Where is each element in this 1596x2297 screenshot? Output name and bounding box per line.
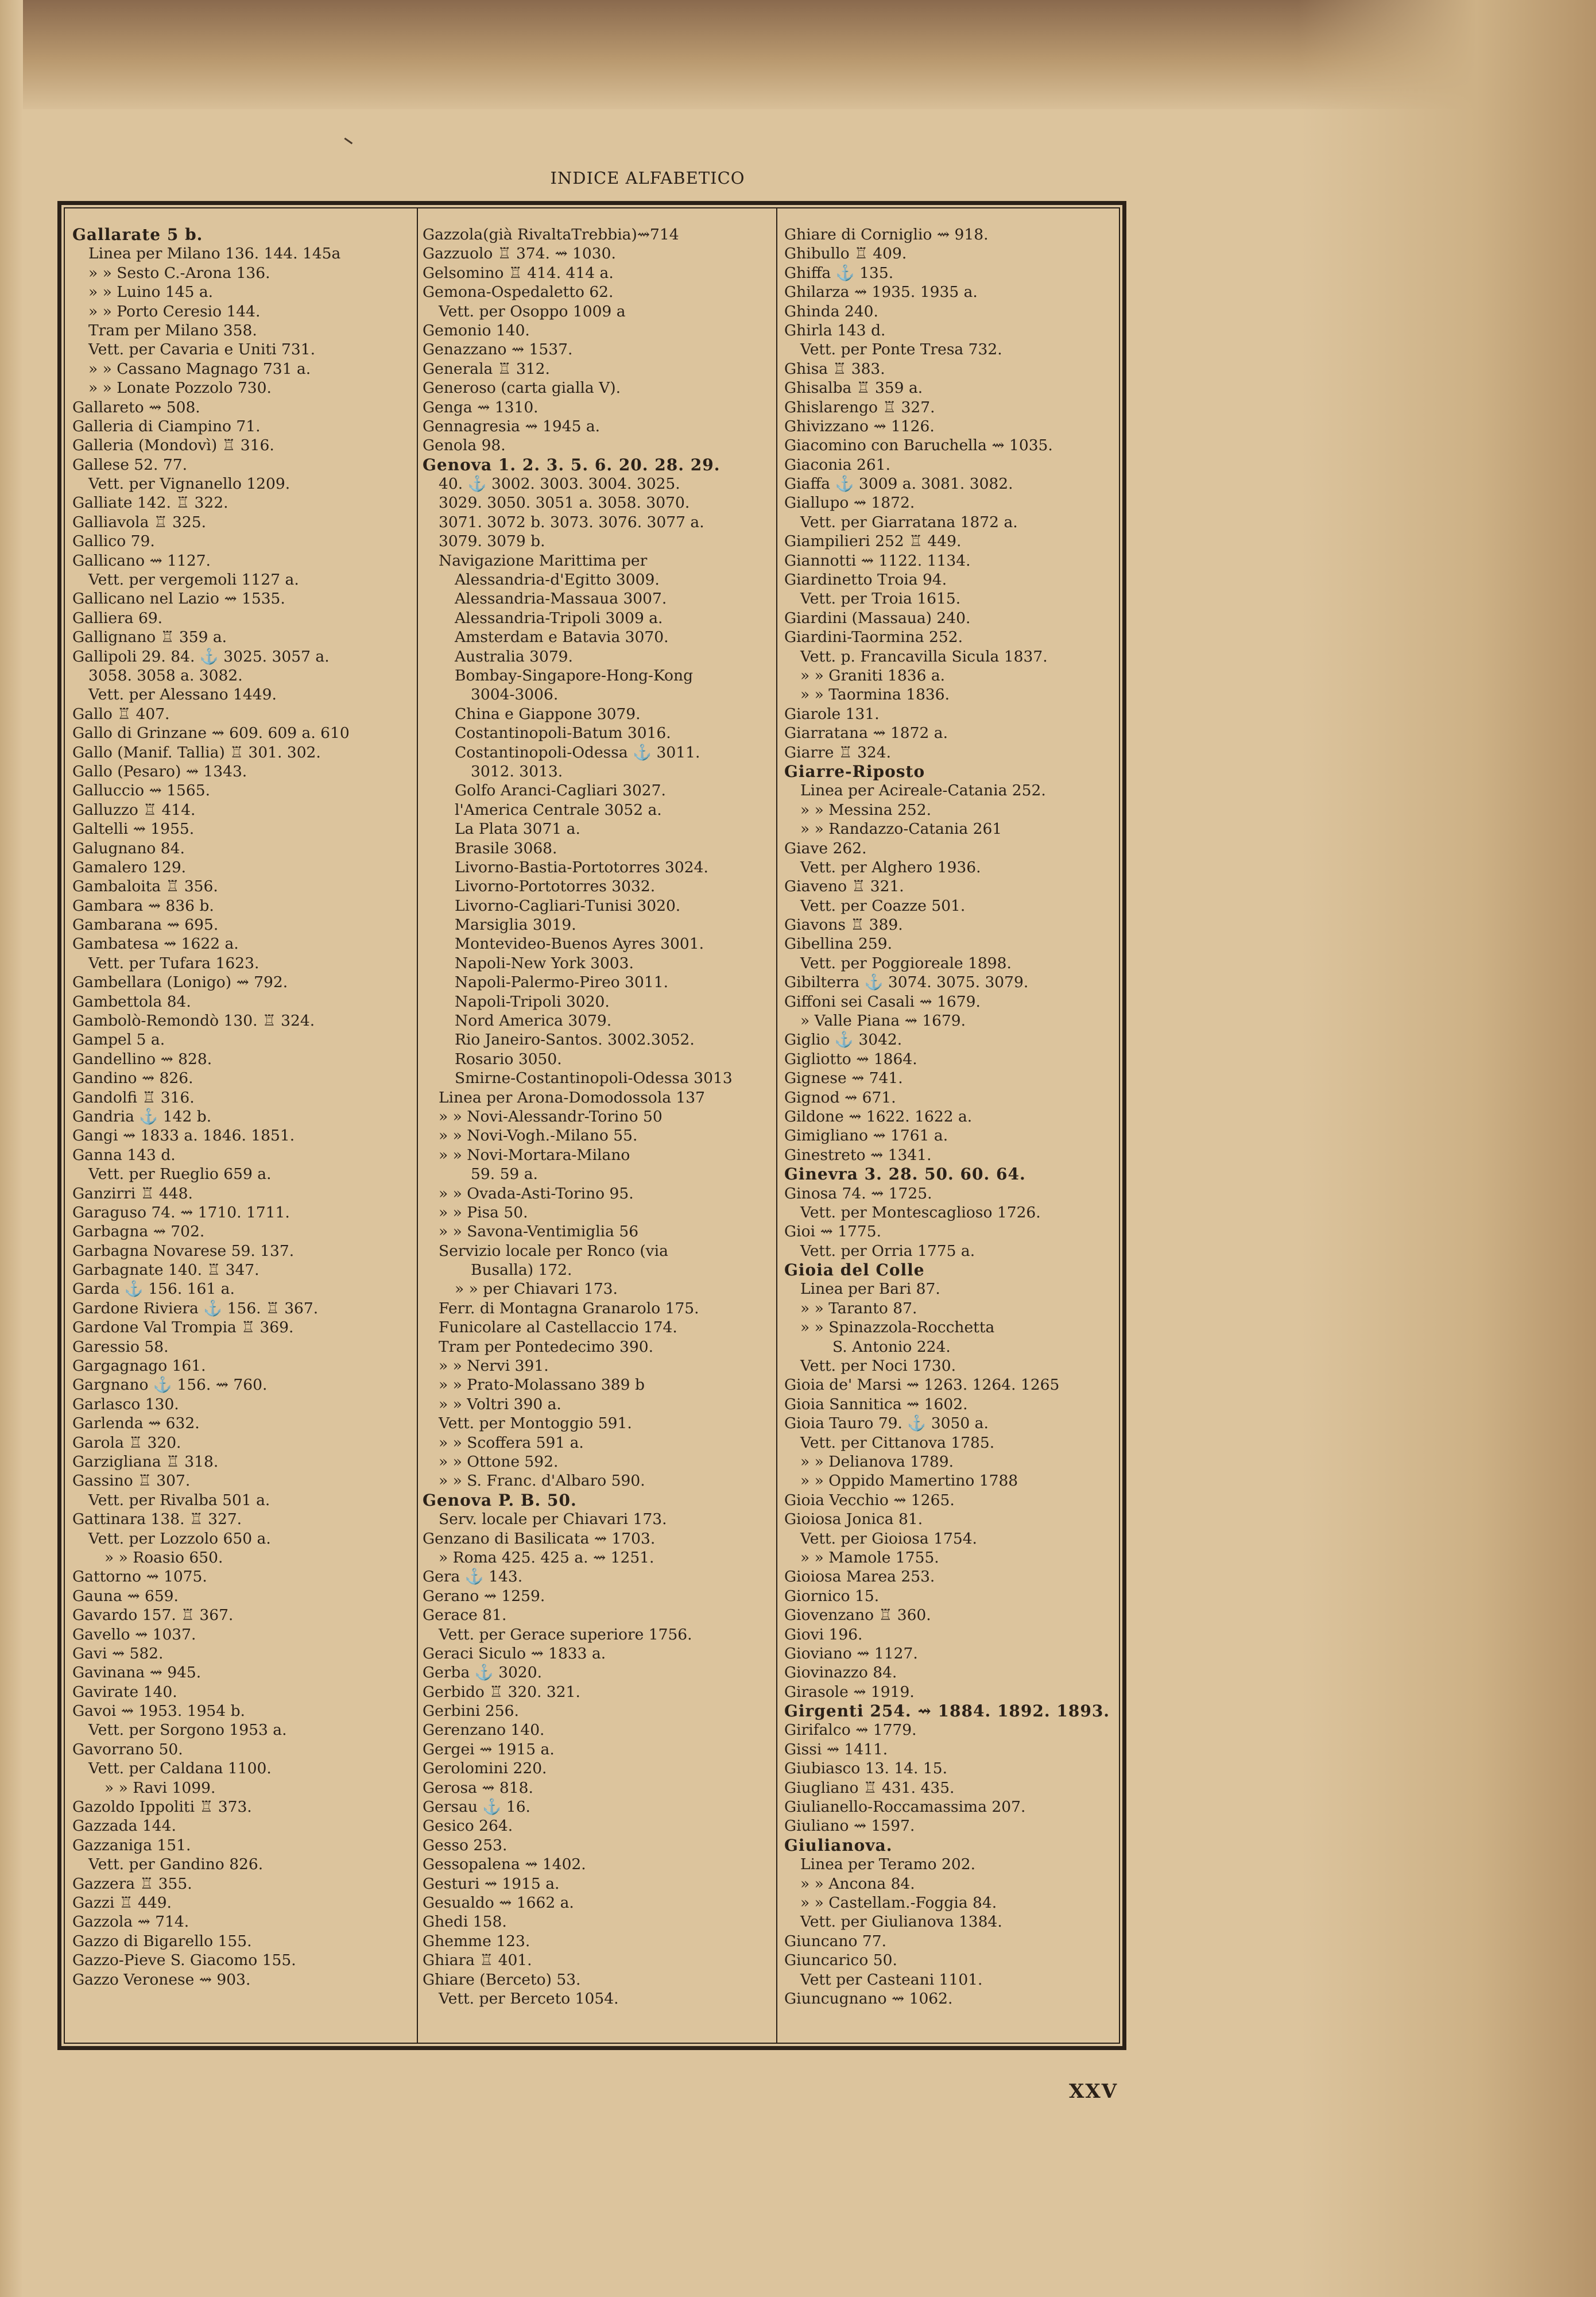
index-entry: 3079. 3079 b. — [439, 532, 545, 551]
index-entry: 40. ⚓ 3002. 3003. 3004. 3025. — [439, 475, 680, 493]
index-entry: Napoli-Tripoli 3020. — [455, 992, 610, 1011]
index-heading-entry: Gioia del Colle — [784, 1260, 925, 1280]
column-divider-1 — [417, 207, 418, 2044]
index-entry: Gallicano nel Lazio ⇝ 1535. — [72, 590, 285, 608]
index-entry: Vett. per Rivalba 501 a. — [88, 1491, 270, 1509]
index-entry: Gargnano ⚓ 156. ⇝ 760. — [72, 1376, 268, 1394]
index-entry: Vett. per Sorgono 1953 a. — [88, 1721, 287, 1739]
index-entry: Gargagnago 161. — [72, 1357, 206, 1375]
index-entry: Gioia de' Marsi ⇝ 1263. 1264. 1265 — [784, 1376, 1060, 1394]
index-entry: 3058. 3058 a. 3082. — [88, 666, 243, 685]
index-entry: Gignod ⇝ 671. — [784, 1088, 896, 1107]
index-entry: 3012. 3013. — [471, 762, 563, 780]
index-entry: Gemona-Ospedaletto 62. — [423, 283, 614, 301]
index-entry: » » Luino 145 a. — [88, 283, 214, 301]
index-entry: Vett. per Montescaglioso 1726. — [800, 1203, 1041, 1221]
index-entry: Gandellino ⇝ 828. — [72, 1050, 212, 1068]
index-entry: Gambarana ⇝ 695. — [72, 916, 219, 934]
index-entry: Giuncarico 50. — [784, 1951, 897, 1970]
index-column-1 — [72, 225, 417, 2040]
index-entry: La Plata 3071 a. — [455, 820, 580, 838]
index-entry: Generoso (carta gialla V). — [423, 379, 621, 397]
index-entry: Ferr. di Montagna Granarolo 175. — [439, 1299, 699, 1317]
index-entry: Giavons ♖ 389. — [784, 916, 903, 934]
index-entry: Gavello ⇝ 1037. — [72, 1625, 196, 1644]
index-entry: Giovinazzo 84. — [784, 1664, 897, 1682]
index-entry: Nord America 3079. — [455, 1012, 612, 1030]
index-entry: Vett. per Orria 1775 a. — [800, 1242, 975, 1260]
index-entry: » » Nervi 391. — [439, 1357, 549, 1375]
index-entry: Gerbido ♖ 320. 321. — [423, 1683, 580, 1701]
index-entry: Gazzi ♖ 449. — [72, 1893, 172, 1912]
index-entry: Galluzzo ♖ 414. — [72, 801, 196, 819]
index-entry: Ghinda 240. — [784, 302, 878, 320]
index-entry: Garbagna Novarese 59. 137. — [72, 1242, 295, 1260]
index-entry: Gessopalena ⇝ 1402. — [423, 1855, 586, 1874]
index-entry: » » Pisa 50. — [439, 1203, 528, 1221]
index-entry: Gioiosa Jonica 81. — [784, 1510, 923, 1529]
index-entry: Giannotti ⇝ 1122. 1134. — [784, 551, 971, 570]
index-entry: Costantinopoli-Odessa ⚓ 3011. — [455, 743, 700, 761]
index-entry: Galleria di Ciampino 71. — [72, 417, 261, 435]
index-entry: Ghislarengo ♖ 327. — [784, 398, 935, 416]
index-entry: » » Ravi 1099. — [104, 1778, 216, 1797]
index-entry: Giarratana ⇝ 1872 a. — [784, 724, 948, 743]
index-entry: Linea per Milano 136. 144. 145a — [88, 245, 341, 263]
index-entry: Gazzo di Bigarello 155. — [72, 1932, 252, 1950]
index-entry: Giovi 196. — [784, 1625, 863, 1644]
index-entry: Giarole 131. — [784, 705, 880, 723]
index-entry: » » Graniti 1836 a. — [800, 666, 946, 685]
book-spine-shadow — [0, 0, 23, 2297]
index-entry: Garaguso 74. ⇝ 1710. 1711. — [72, 1203, 290, 1221]
index-entry: Giave 262. — [784, 839, 867, 857]
index-entry: » » per Chiavari 173. — [455, 1280, 618, 1298]
index-entry: Gioi ⇝ 1775. — [784, 1223, 881, 1241]
index-entry: Garessio 58. — [72, 1337, 169, 1356]
index-entry: Garlasco 130. — [72, 1395, 179, 1413]
index-entry: Marsiglia 3019. — [455, 916, 576, 934]
index-entry: Gibilterra ⚓ 3074. 3075. 3079. — [784, 973, 1029, 992]
index-entry: Gazzaniga 151. — [72, 1836, 191, 1854]
index-entry: Linea per Teramo 202. — [800, 1855, 976, 1874]
index-entry: China e Giappone 3079. — [455, 705, 641, 723]
index-entry: Giulianello-Roccamassima 207. — [784, 1798, 1026, 1816]
index-entry: Gangi ⇝ 1833 a. 1846. 1851. — [72, 1127, 295, 1145]
index-entry: Gioia Tauro 79. ⚓ 3050 a. — [784, 1414, 989, 1433]
index-entry: Vett. per Coazze 501. — [800, 896, 966, 915]
index-entry: Gazzera ♖ 355. — [72, 1874, 192, 1893]
index-entry: Gelsomino ♖ 414. 414 a. — [423, 264, 614, 282]
index-entry: Vett. per Rueglio 659 a. — [88, 1165, 272, 1184]
index-entry: Giubiasco 13. 14. 15. — [784, 1760, 948, 1778]
index-entry: Giornico 15. — [784, 1587, 880, 1605]
index-entry: Ghiffa ⚓ 135. — [784, 264, 894, 282]
index-entry: Gersau ⚓ 16. — [423, 1798, 530, 1816]
index-entry: Gattinara 138. ♖ 327. — [72, 1510, 242, 1529]
index-entry: » » Novi-Mortara-Milano — [439, 1146, 630, 1164]
index-entry: Genola 98. — [423, 436, 506, 455]
index-entry: Gibellina 259. — [784, 935, 893, 953]
index-entry: Linea per Acireale-Catania 252. — [800, 782, 1046, 800]
index-entry: Gesso 253. — [423, 1836, 508, 1854]
index-entry: Bombay-Singapore-Hong-Kong — [455, 666, 694, 685]
index-entry: Giardinetto Troia 94. — [784, 571, 947, 589]
index-entry: » » Spinazzola-Rocchetta — [800, 1318, 995, 1337]
index-column-2 — [423, 225, 767, 2040]
index-entry: Gioviano ⇝ 1127. — [784, 1644, 918, 1662]
index-entry: Ginestreto ⇝ 1341. — [784, 1146, 932, 1164]
index-entry: Busalla) 172. — [471, 1261, 572, 1279]
index-entry: Gandria ⚓ 142 b. — [72, 1107, 212, 1126]
index-entry: » Valle Piana ⇝ 1679. — [800, 1012, 966, 1030]
index-entry: Vett. per Osoppo 1009 a — [439, 302, 626, 320]
index-heading-entry: Girgenti 254. ⇝ 1884. 1892. 1893. — [784, 1702, 1110, 1721]
index-entry: Funicolare al Castellaccio 174. — [439, 1318, 677, 1337]
index-entry: Giardini (Massaua) 240. — [784, 609, 971, 627]
index-entry: Gallo di Grinzane ⇝ 609. 609 a. 610 — [72, 724, 350, 743]
page-header-title: INDICE ALFABETICO — [550, 168, 745, 188]
index-entry: Ghirla 143 d. — [784, 321, 886, 339]
index-entry: Gassino ♖ 307. — [72, 1472, 191, 1490]
index-entry: l'America Centrale 3052 a. — [455, 801, 662, 819]
index-entry: Gallareto ⇝ 508. — [72, 398, 200, 416]
index-entry: Gerbini 256. — [423, 1702, 519, 1720]
index-entry: Vett. per Vignanello 1209. — [88, 475, 290, 493]
index-entry: Vett. per Poggioreale 1898. — [800, 954, 1012, 972]
index-entry: Genazzano ⇝ 1537. — [423, 341, 573, 359]
index-entry: » » Oppido Mamertino 1788 — [800, 1472, 1018, 1490]
index-entry: Gazzada 144. — [72, 1817, 176, 1835]
index-entry: Rio Janeiro-Santos. 3002.3052. — [455, 1031, 695, 1049]
index-entry: Girifalco ⇝ 1779. — [784, 1721, 917, 1739]
index-entry: Ghedi 158. — [423, 1913, 507, 1931]
index-entry: Garzigliana ♖ 318. — [72, 1453, 219, 1471]
index-column-3 — [784, 225, 1123, 2040]
index-entry: Galugnano 84. — [72, 839, 185, 857]
index-entry: Vett. per Berceto 1054. — [439, 1989, 619, 2008]
index-entry: Gandolfi ♖ 316. — [72, 1088, 195, 1107]
index-entry: Gampel 5 a. — [72, 1031, 165, 1049]
index-entry: Gambettola 84. — [72, 992, 191, 1011]
index-entry: Gambatesa ⇝ 1622 a. — [72, 935, 239, 953]
index-entry: Gesturi ⇝ 1915 a. — [423, 1874, 560, 1893]
index-entry: Vett. per Noci 1730. — [800, 1357, 956, 1375]
index-entry: Gemonio 140. — [423, 321, 530, 339]
index-entry: Vett. per Alessano 1449. — [88, 686, 277, 704]
index-entry: » » Messina 252. — [800, 801, 932, 819]
index-entry: 59. 59 a. — [471, 1165, 538, 1184]
index-entry: Gerba ⚓ 3020. — [423, 1664, 542, 1682]
index-entry: » » Roasio 650. — [104, 1548, 223, 1567]
index-entry: Gamalero 129. — [72, 858, 187, 876]
index-entry: » » Mamole 1755. — [800, 1548, 939, 1567]
index-entry: Gignese ⇝ 741. — [784, 1069, 903, 1088]
index-entry: Ghiare di Corniglio ⇝ 918. — [784, 226, 989, 243]
index-entry: 3004-3006. — [471, 686, 559, 704]
index-entry: Vett. per vergemoli 1127 a. — [88, 571, 299, 589]
index-entry: Galliate 142. ♖ 322. — [72, 494, 228, 512]
index-entry: Rosario 3050. — [455, 1050, 562, 1068]
index-entry: Tram per Milano 358. — [88, 321, 257, 339]
index-entry: Giovenzano ♖ 360. — [784, 1606, 931, 1625]
index-entry: Geraci Siculo ⇝ 1833 a. — [423, 1644, 606, 1662]
index-entry: » » Castellam.-Foggia 84. — [800, 1893, 997, 1912]
index-entry: Vett. per Cittanova 1785. — [800, 1433, 995, 1452]
index-entry: Smirne-Costantinopoli-Odessa 3013 — [455, 1069, 733, 1088]
index-entry: 3071. 3072 b. 3073. 3076. 3077 a. — [439, 513, 704, 531]
index-entry: Gesico 264. — [423, 1817, 513, 1835]
index-entry: Vett. per Troia 1615. — [800, 590, 961, 608]
index-entry: Ginosa 74. ⇝ 1725. — [784, 1184, 932, 1202]
ink-mark — [341, 138, 353, 149]
index-entry: » » Voltri 390 a. — [439, 1395, 561, 1413]
index-entry: Gimigliano ⇝ 1761 a. — [784, 1127, 948, 1145]
index-entry: » » Scoffera 591 a. — [439, 1433, 584, 1452]
index-entry: Gavoi ⇝ 1953. 1954 b. — [72, 1702, 245, 1720]
index-entry: 3029. 3050. 3051 a. 3058. 3070. — [439, 494, 690, 512]
index-entry: Giacomino con Baruchella ⇝ 1035. — [784, 436, 1053, 455]
index-entry: Giffoni sei Casali ⇝ 1679. — [784, 992, 981, 1011]
index-entry: » » Sesto C.-Arona 136. — [88, 264, 270, 282]
index-entry: Golfo Aranci-Cagliari 3027. — [455, 782, 666, 800]
index-entry: » » Novi-Vogh.-Milano 55. — [439, 1127, 638, 1145]
index-entry: Giuncugnano ⇝ 1062. — [784, 1989, 953, 2008]
index-entry: Vett. per Caldana 1100. — [88, 1760, 272, 1778]
index-entry: Gerosa ⇝ 818. — [423, 1778, 533, 1797]
index-entry: » Roma 425. 425 a. ⇝ 1251. — [439, 1548, 654, 1567]
index-entry: Gallignano ♖ 359 a. — [72, 628, 227, 647]
index-entry: Giglio ⚓ 3042. — [784, 1031, 902, 1049]
index-entry: Garlenda ⇝ 632. — [72, 1414, 200, 1433]
index-entry: S. Antonio 224. — [832, 1337, 951, 1356]
index-entry: » » Porto Ceresio 144. — [88, 302, 261, 320]
index-entry: Linea per Bari 87. — [800, 1280, 940, 1298]
index-entry: Vett. per Giarratana 1872 a. — [800, 513, 1018, 531]
index-entry: Gildone ⇝ 1622. 1622 a. — [784, 1107, 973, 1126]
index-entry: Giardini-Taormina 252. — [784, 628, 963, 647]
index-entry: Gioiosa Marea 253. — [784, 1568, 935, 1586]
index-entry: Gerano ⇝ 1259. — [423, 1587, 545, 1605]
index-entry: Gerolomini 220. — [423, 1760, 547, 1778]
index-entry: Giaconia 261. — [784, 455, 891, 474]
index-entry: Alessandria-Tripoli 3009 a. — [455, 609, 663, 627]
index-entry: Gigliotto ⇝ 1864. — [784, 1050, 917, 1068]
index-entry: Brasile 3068. — [455, 839, 557, 857]
index-entry: Gallo ♖ 407. — [72, 705, 170, 723]
index-entry: Giaveno ♖ 321. — [784, 877, 904, 896]
index-entry: Vett. per Lozzolo 650 a. — [88, 1529, 271, 1548]
index-entry: Ghiare (Berceto) 53. — [423, 1970, 581, 1989]
index-entry: Montevideo-Buenos Ayres 3001. — [455, 935, 704, 953]
index-entry: Ghemme 123. — [423, 1932, 530, 1950]
index-entry: Amsterdam e Batavia 3070. — [455, 628, 669, 647]
index-heading-entry: Genova 1. 2. 3. 5. 6. 20. 28. 29. — [423, 455, 720, 474]
index-entry: Gallipoli 29. 84. ⚓ 3025. 3057 a. — [72, 647, 330, 666]
index-entry: Gioia Vecchio ⇝ 1265. — [784, 1491, 955, 1509]
index-entry: Vett. per Cavaria e Uniti 731. — [88, 341, 316, 359]
index-entry: Livorno-Bastia-Portotorres 3024. — [455, 858, 708, 876]
index-entry: Gazzuolo ♖ 374. ⇝ 1030. — [423, 245, 616, 263]
index-entry: Gazzola(già RivaltaTrebbia)⇝714 — [423, 226, 679, 243]
index-entry: Vett. per Giulianova 1384. — [800, 1913, 1002, 1931]
index-entry: Giugliano ♖ 431. 435. — [784, 1778, 955, 1797]
index-entry: Gambolò-Remondò 130. ♖ 324. — [72, 1012, 315, 1030]
index-entry: Ganzirri ♖ 448. — [72, 1184, 193, 1202]
index-entry: Linea per Arona-Domodossola 137 — [439, 1088, 705, 1107]
index-entry: Gioia Sannitica ⇝ 1602. — [784, 1395, 968, 1413]
index-entry: Gavorrano 50. — [72, 1740, 183, 1758]
index-entry: Gandino ⇝ 826. — [72, 1069, 193, 1088]
index-entry: Gerenzano 140. — [423, 1721, 545, 1739]
index-entry: Vett. per Montoggio 591. — [439, 1414, 632, 1433]
index-entry: Giarre ♖ 324. — [784, 743, 892, 761]
index-entry: » » Ottone 592. — [439, 1453, 559, 1471]
index-entry: Gera ⚓ 143. — [423, 1568, 523, 1586]
index-entry: Ghiara ♖ 401. — [423, 1951, 532, 1970]
index-entry: Vett. per Gandino 826. — [88, 1855, 264, 1874]
index-entry: Costantinopoli-Batum 3016. — [455, 724, 671, 743]
index-entry: Gambara ⇝ 836 b. — [72, 896, 214, 915]
index-heading-entry: Gallarate 5 b. — [72, 225, 203, 244]
index-entry: Napoli-Palermo-Pireo 3011. — [455, 973, 669, 992]
index-entry: Ghisa ♖ 383. — [784, 359, 885, 378]
index-entry: Gallo (Manif. Tallia) ♖ 301. 302. — [72, 743, 321, 761]
index-entry: Generala ♖ 312. — [423, 359, 550, 378]
index-entry: Alessandria-d'Egitto 3009. — [455, 571, 660, 589]
index-entry: Ghivizzano ⇝ 1126. — [784, 417, 935, 435]
index-entry: Vett per Casteani 1101. — [800, 1970, 983, 1989]
index-entry: » » Prato-Molassano 389 b — [439, 1376, 645, 1394]
index-entry: Ghisalba ♖ 359 a. — [784, 379, 923, 397]
index-entry: Giampilieri 252 ♖ 449. — [784, 532, 962, 551]
index-entry: Giallupo ⇝ 1872. — [784, 494, 915, 512]
index-heading-entry: Giulianova. — [784, 1835, 893, 1855]
index-entry: Australia 3079. — [455, 647, 573, 666]
index-heading-entry: Giarre-Riposto — [784, 761, 925, 781]
index-entry: » » Lonate Pozzolo 730. — [88, 379, 272, 397]
index-entry: Gallicano ⇝ 1127. — [72, 551, 211, 570]
index-entry: Gissi ⇝ 1411. — [784, 1740, 888, 1758]
index-entry: Giuliano ⇝ 1597. — [784, 1817, 915, 1835]
index-entry: Gavirate 140. — [72, 1683, 177, 1701]
index-entry: Alessandria-Massaua 3007. — [455, 590, 667, 608]
index-entry: » » Delianova 1789. — [800, 1453, 954, 1471]
index-entry: Garbagna ⇝ 702. — [72, 1223, 205, 1241]
index-entry: Gallese 52. 77. — [72, 455, 188, 474]
index-entry: Gazzo Veronese ⇝ 903. — [72, 1970, 251, 1989]
index-entry: Tram per Pontedecimo 390. — [439, 1337, 654, 1356]
index-entry: Livorno-Portotorres 3032. — [455, 877, 656, 896]
index-entry: » » Taormina 1836. — [800, 686, 950, 704]
index-entry: » » Novi-Alessandr-Torino 50 — [439, 1107, 663, 1126]
index-entry: Gardone Riviera ⚓ 156. ♖ 367. — [72, 1299, 319, 1317]
index-entry: Gazzo-Pieve S. Giacomo 155. — [72, 1951, 296, 1970]
index-entry: Vett. per Tufara 1623. — [88, 954, 259, 972]
index-entry: Galliera 69. — [72, 609, 163, 627]
index-entry: Garda ⚓ 156. 161 a. — [72, 1280, 235, 1298]
index-entry: Galluccio ⇝ 1565. — [72, 782, 211, 800]
index-entry: Gallo (Pesaro) ⇝ 1343. — [72, 762, 247, 780]
index-entry: Garbagnate 140. ♖ 347. — [72, 1261, 259, 1279]
index-entry: » » S. Franc. d'Albaro 590. — [439, 1472, 645, 1490]
index-entry: Gavardo 157. ♖ 367. — [72, 1606, 234, 1625]
index-entry: Girasole ⇝ 1919. — [784, 1683, 915, 1701]
index-entry: Vett. per Alghero 1936. — [800, 858, 981, 876]
index-entry: » » Ancona 84. — [800, 1874, 915, 1893]
index-heading-entry: Ginevra 3. 28. 50. 60. 64. — [784, 1165, 1026, 1184]
index-entry: Gauna ⇝ 659. — [72, 1587, 179, 1605]
index-entry: Gesualdo ⇝ 1662 a. — [423, 1893, 574, 1912]
index-entry: Gambaloita ♖ 356. — [72, 877, 218, 896]
index-entry: » » Randazzo-Catania 261 — [800, 820, 1002, 838]
index-entry: Vett. p. Francavilla Sicula 1837. — [800, 647, 1048, 666]
index-entry: Vett. per Ponte Tresa 732. — [800, 341, 1002, 359]
index-entry: Giaffa ⚓ 3009 a. 3081. 3082. — [784, 475, 1013, 493]
index-entry: Vett. per Gerace superiore 1756. — [439, 1625, 692, 1644]
index-entry: Gennagresia ⇝ 1945 a. — [423, 417, 601, 435]
index-entry: Genga ⇝ 1310. — [423, 398, 539, 416]
index-entry: Gavi ⇝ 582. — [72, 1644, 164, 1662]
index-entry: Gattorno ⇝ 1075. — [72, 1568, 207, 1586]
index-entry: Servizio locale per Ronco (via — [439, 1242, 668, 1260]
index-entry: Galtelli ⇝ 1955. — [72, 820, 195, 838]
index-entry: Gavinana ⇝ 945. — [72, 1664, 202, 1682]
index-entry: Vett. per Gioiosa 1754. — [800, 1529, 977, 1548]
index-entry: Gardone Val Trompia ♖ 369. — [72, 1318, 294, 1337]
index-entry: Gergei ⇝ 1915 a. — [423, 1740, 555, 1758]
index-entry: Gambellara (Lonigo) ⇝ 792. — [72, 973, 288, 992]
index-entry: Napoli-New York 3003. — [455, 954, 634, 972]
index-entry: Galliavola ♖ 325. — [72, 513, 207, 531]
index-entry: Gazoldo Ippoliti ♖ 373. — [72, 1798, 252, 1816]
column-divider-2 — [776, 207, 777, 2044]
index-entry: Giuncano 77. — [784, 1932, 887, 1950]
index-entry: Gazzola ⇝ 714. — [72, 1913, 189, 1931]
page-right-edge — [1297, 0, 1596, 2297]
index-entry: Ghilarza ⇝ 1935. 1935 a. — [784, 283, 978, 301]
index-entry: » » Cassano Magnago 731 a. — [88, 359, 311, 378]
index-entry: Ganna 143 d. — [72, 1146, 176, 1164]
index-entry: Garola ♖ 320. — [72, 1433, 181, 1452]
index-entry: Navigazione Marittima per — [439, 551, 648, 570]
index-entry: » » Ovada-Asti-Torino 95. — [439, 1184, 634, 1202]
page-number: XXV — [1069, 2080, 1118, 2103]
index-entry: Ghibullo ♖ 409. — [784, 245, 907, 263]
index-heading-entry: Genova P. B. 50. — [423, 1490, 577, 1510]
index-entry: » » Savona-Ventimiglia 56 — [439, 1223, 639, 1241]
index-entry: Livorno-Cagliari-Tunisi 3020. — [455, 896, 681, 915]
index-entry: Serv. locale per Chiavari 173. — [439, 1510, 667, 1529]
index-entry: Gerace 81. — [423, 1606, 507, 1625]
index-entry: » » Taranto 87. — [800, 1299, 917, 1317]
index-entry: Genzano di Basilicata ⇝ 1703. — [423, 1529, 656, 1548]
index-entry: Gallico 79. — [72, 532, 155, 551]
index-entry: Galleria (Mondovì) ♖ 316. — [72, 436, 274, 455]
